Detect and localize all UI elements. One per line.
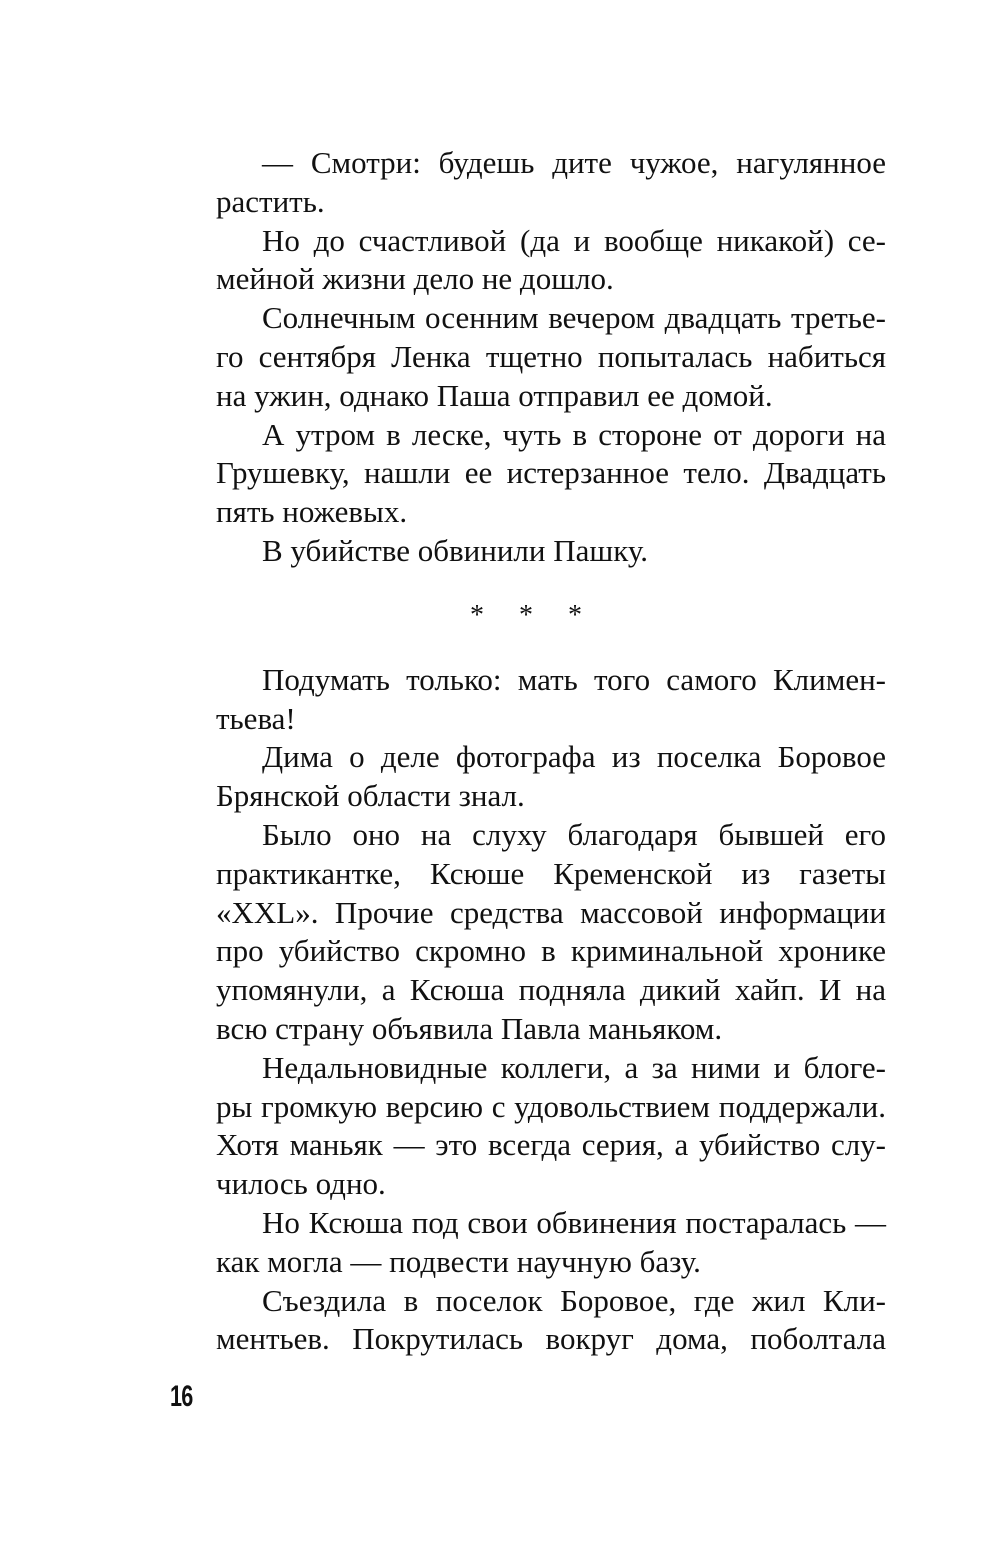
- text-line: Съездила в поселок Боровое, где жил Кли-: [262, 1282, 886, 1318]
- text-line: пять ножевых.: [216, 494, 408, 530]
- paragraph: [170, 222, 886, 300]
- section-separator: * * *: [470, 599, 596, 631]
- text-line: ментьев. Покрутилась вокруг дома, поболтала: [216, 1321, 886, 1357]
- text-line: растить.: [216, 183, 325, 219]
- paragraph: [170, 661, 886, 739]
- paragraph: [170, 532, 886, 571]
- text-line: «XXL». Прочие средства массовой информации: [216, 894, 886, 930]
- text-line: Но до счастливой (да и вообще никакой) се-: [262, 222, 886, 258]
- body-text: [170, 144, 886, 1359]
- text-line: ры громкую версию с удовольствием поддержали.: [216, 1088, 886, 1124]
- text-line: Солнечным осенним вечером двадцать третье-: [262, 300, 886, 336]
- text-line: Но Ксюша под свои обвинения постаралась —: [262, 1204, 886, 1240]
- text-line: чилось одно.: [216, 1166, 386, 1202]
- text-line: А утром в леске, чуть в стороне от дороги на: [262, 416, 886, 452]
- text-line: — Смотри: будешь дите чужое, нагулянное: [262, 145, 886, 180]
- text-line: Грушевку, нашли ее истерзанное тело. Двадцать: [216, 455, 886, 491]
- text-line: мейной жизни дело не дошло.: [216, 261, 614, 297]
- paragraph: [170, 416, 886, 532]
- text-line: про убийство скромно в криминальной хронике: [216, 933, 886, 969]
- text-line: всю страну объявила Павла маньяком.: [216, 1010, 723, 1046]
- paragraph: [170, 144, 886, 222]
- text-line: Подумать только: мать того самого Климен-: [262, 661, 886, 697]
- section-1: [170, 144, 886, 571]
- paragraph: [170, 738, 886, 816]
- paragraph: [170, 1282, 886, 1360]
- text-line: Недальновидные коллеги, а за ними и блоге-: [262, 1049, 886, 1085]
- paragraph: [170, 299, 886, 415]
- text-line: упомянули, а Ксюша подняла дикий хайп. И на: [216, 972, 886, 1008]
- text-line: Хотя маньяк — это всегда серия, а убийство слу-: [216, 1127, 886, 1163]
- text-line: Было оно на слуху благодаря бывшей его: [262, 816, 886, 852]
- paragraph: [170, 1204, 886, 1282]
- text-line: тьева!: [216, 700, 296, 736]
- text-line: на ужин, однако Паша отправил ее домой.: [216, 377, 773, 413]
- text-line: В убийстве обвинили Пашку.: [262, 532, 649, 568]
- text-line: Брянской области знал.: [216, 778, 525, 814]
- text-line: как могла — подвести научную базу.: [216, 1243, 701, 1279]
- paragraph: [170, 1049, 886, 1204]
- text-line: го сентября Ленка тщетно попыталась набиться: [216, 338, 886, 374]
- text-line: практикантке, Ксюше Кременской из газеты: [216, 855, 886, 891]
- text-line: Дима о деле фотографа из поселка Боровое: [262, 739, 886, 775]
- page-number: 16: [170, 1380, 193, 1413]
- paragraph: [170, 816, 886, 1049]
- section-2: [170, 661, 886, 1359]
